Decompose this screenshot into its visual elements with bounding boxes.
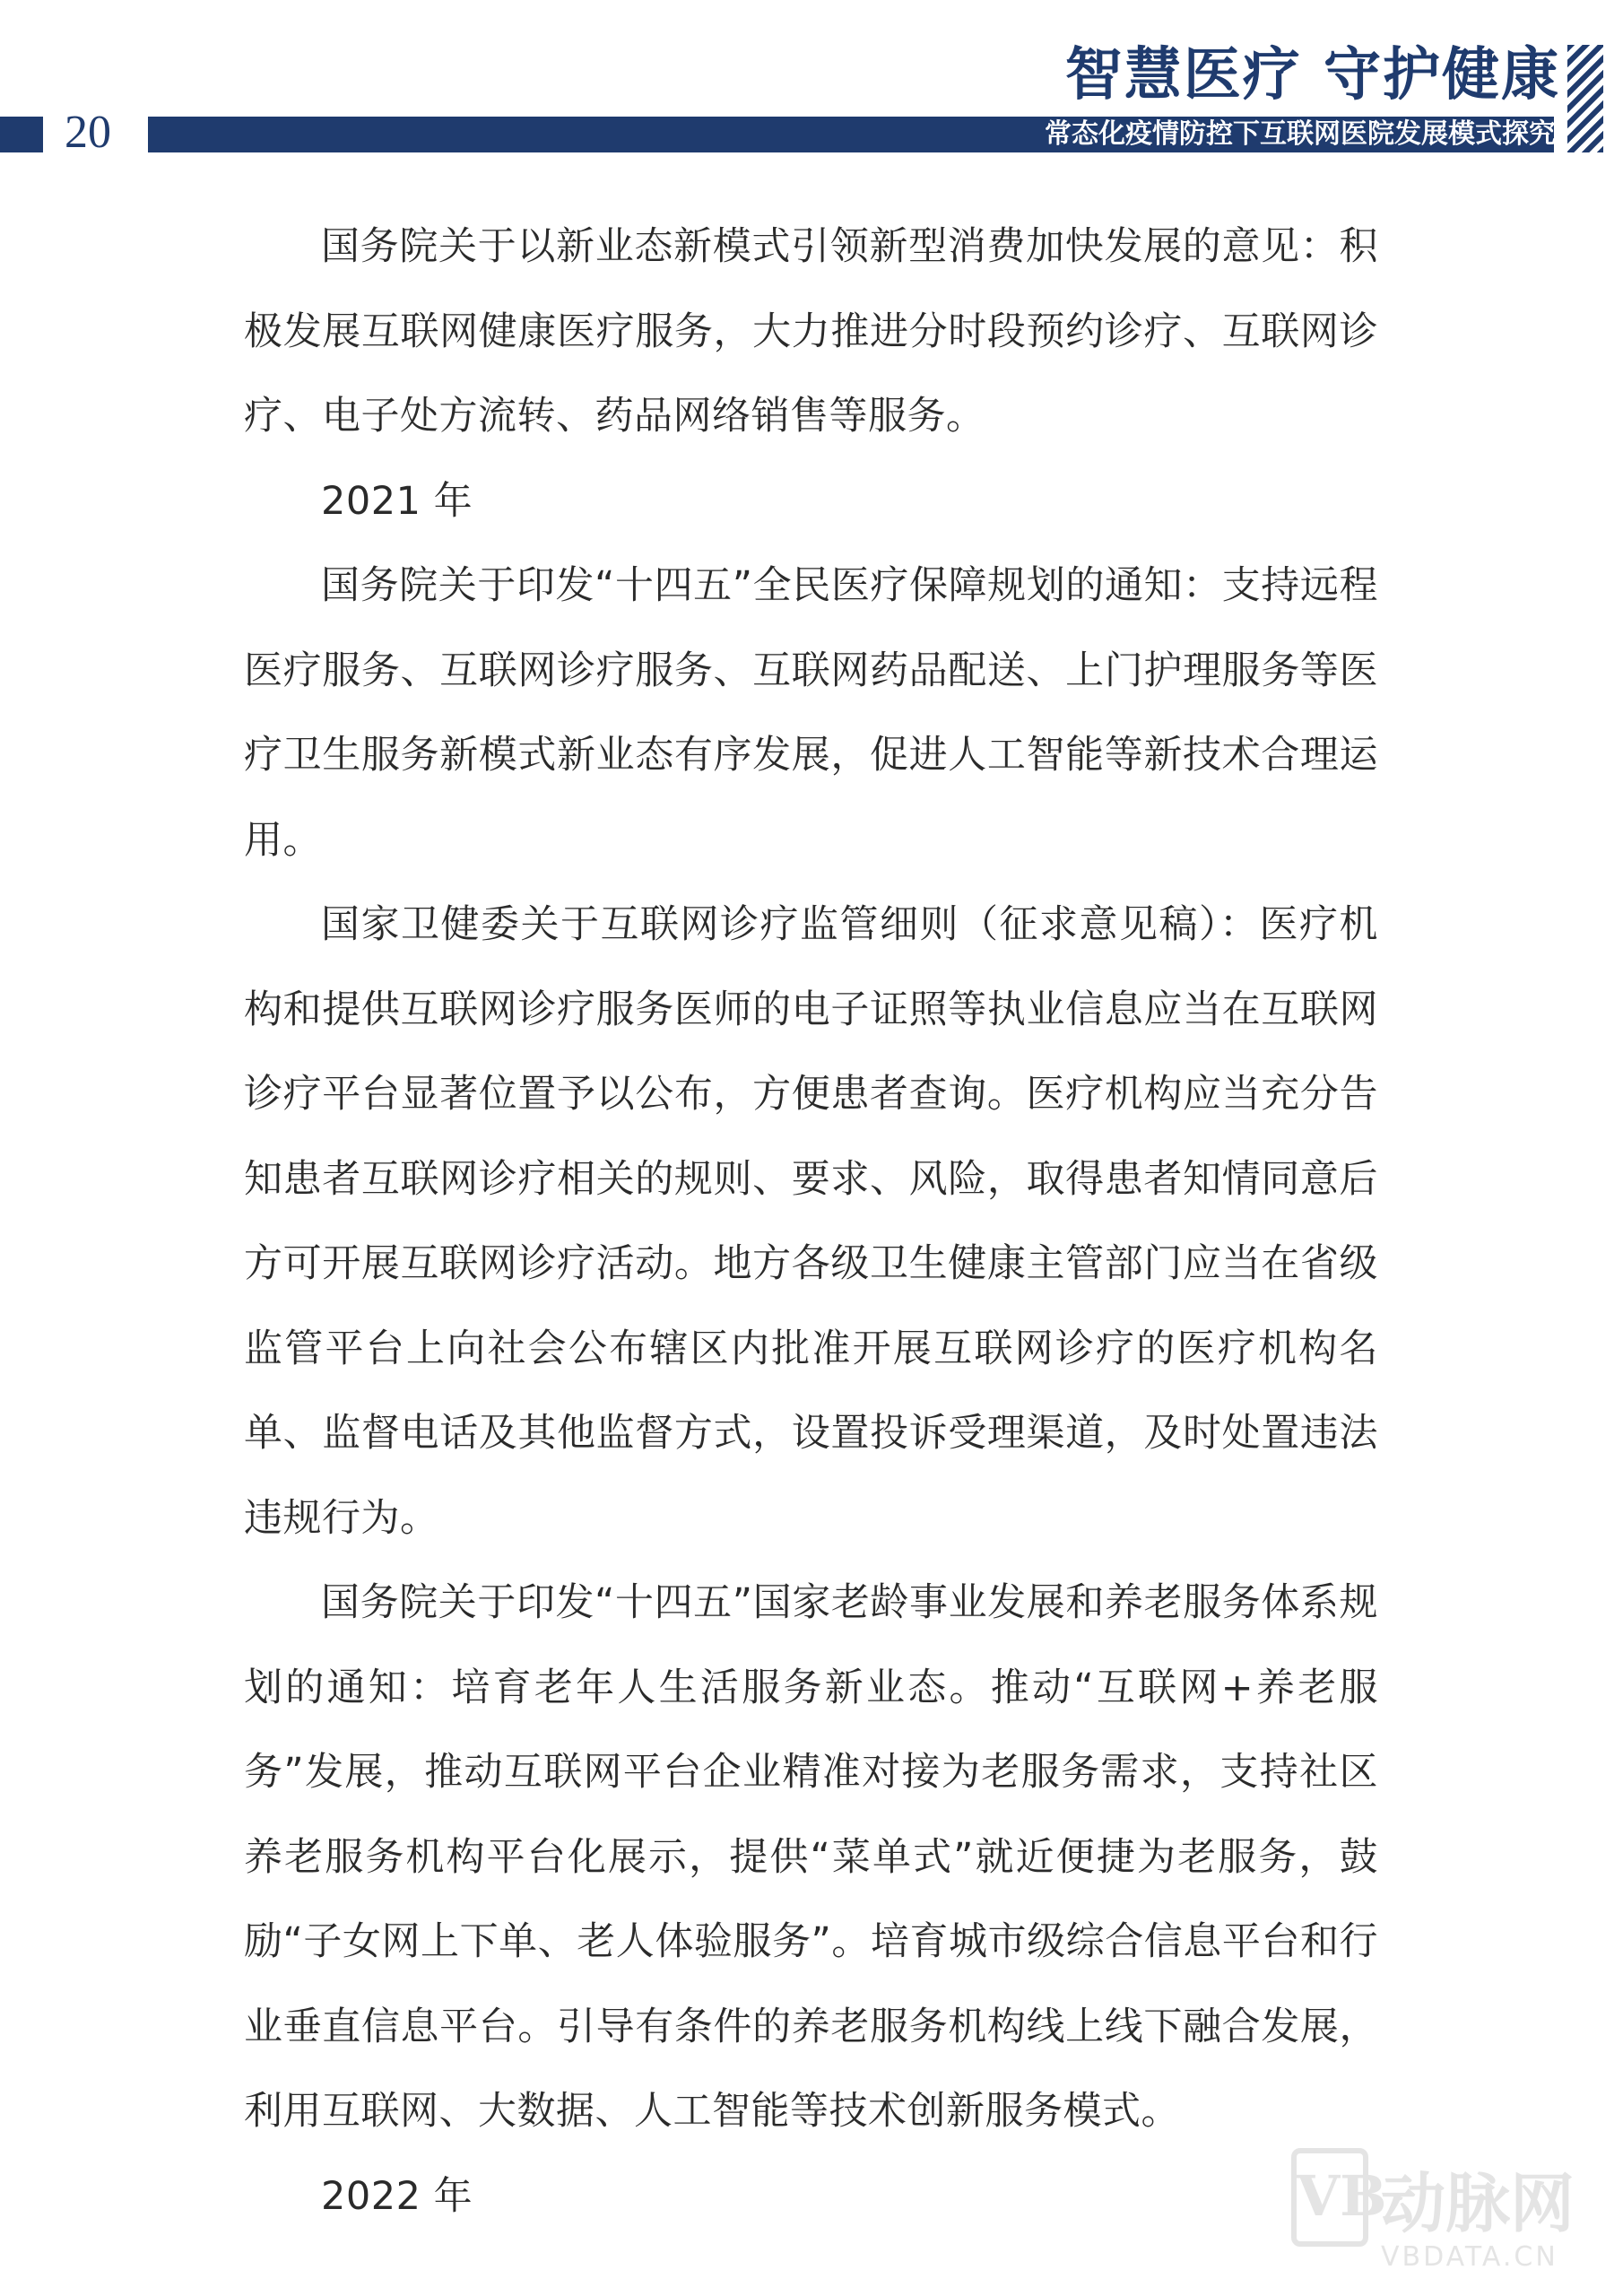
- header-subtitle: 常态化疫情防控下互联网医院发展模式探究: [1045, 118, 1556, 150]
- watermark-url: VBDATA.CN: [1381, 2241, 1558, 2273]
- paragraph: 国务院关于以新业态新模式引领新型消费加快发展的意见：积极发展互联网健康医疗服务，大力推进分时段预约诊疗、互联网诊疗、电子处方流转、药品网络销售等服务。: [244, 224, 1378, 439]
- header-title: 智慧医疗 守护健康: [1064, 41, 1560, 109]
- watermark-text: 动脉网: [1381, 2166, 1575, 2241]
- header-stripe-decoration: [1567, 45, 1603, 152]
- year-heading: 2021 年: [321, 478, 473, 524]
- document-body: [244, 204, 1378, 2239]
- paragraph: 国务院关于印发“十四五”全民医疗保障规划的通知：支持远程医疗服务、互联网诊疗服务、互联网药品配送、上门护理服务等医疗卫生服务新模式新业态有序发展，促进人工智能等新技术合理运用。: [244, 563, 1378, 863]
- year-heading: 2022 年: [321, 2173, 473, 2219]
- page-number: 20: [65, 107, 111, 158]
- header-bar-left: [0, 117, 43, 152]
- paragraph: 国家卫健委关于互联网诊疗监管细则（征求意见稿）：医疗机构和提供互联网诊疗服务医师的电子证照等执业信息应当在互联网诊疗平台显著位置予以公布，方便患者查询。医疗机构应当充分告知患者互联网诊疗相关的规则、要求、风险，取得患者知情同意后方可开展互联网诊疗活动。地方各级卫生健康主管部门应当在省级监管平台上向社会公布辖区内批准开展互联网诊疗的医疗机构名单、监督电话及其他监督方式，设置投诉受理渠道，及时处置违法违规行为。: [244, 902, 1378, 1541]
- watermark-logo-icon: VB: [1291, 2148, 1368, 2247]
- watermark: [1291, 2148, 1587, 2283]
- paragraph: 国务院关于印发“十四五”国家老龄事业发展和养老服务体系规划的通知：培育老年人生活服务新业态。推动“互联网+养老服务”发展，推动互联网平台企业精准对接为老服务需求，支持社区养老服务机构平台化展示，提供“菜单式”就近便捷为老服务，鼓励“子女网上下单、老人体验服务”。培育城市级综合信息平台和行业垂直信息平台。引导有条件的养老服务机构线上线下融合发展，利用互联网、大数据、人工智能等技术创新服务模式。: [244, 1580, 1378, 2134]
